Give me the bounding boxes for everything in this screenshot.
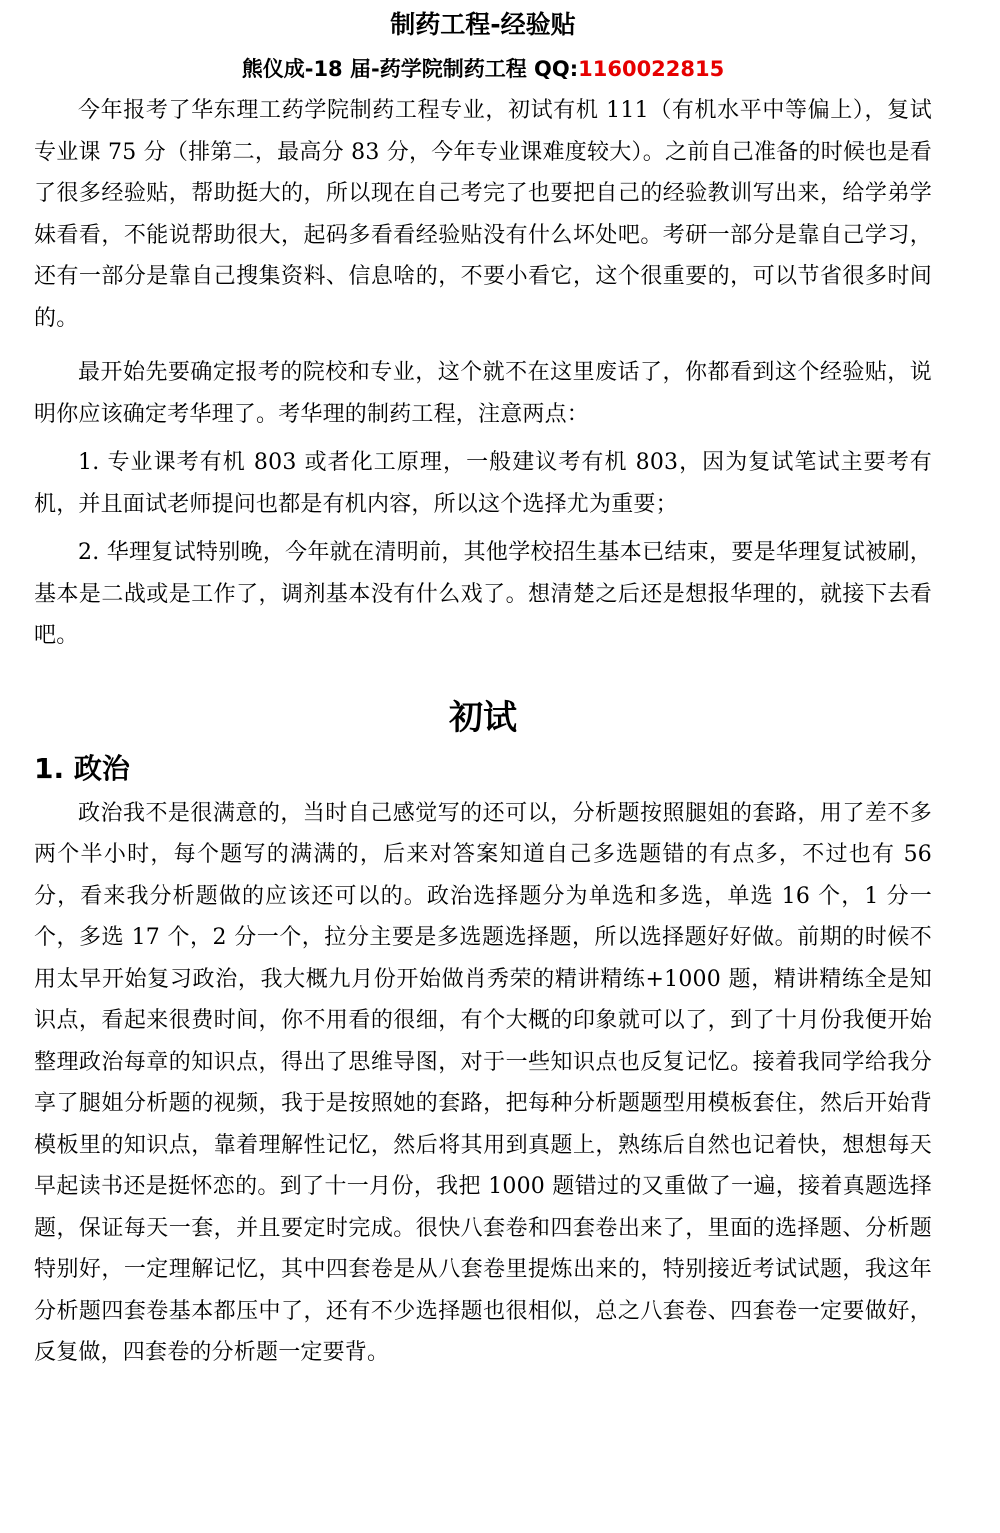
politics-paragraph: 政治我不是很满意的，当时自己感觉写的还可以，分析题按照腿姐的套路，用了差不多两个半小时，每个题写的满满的，后来对答案知道自己多选题错的有点多，不过也有 56 分，看来我分析题做的应该还可以的。政治选择题分为单选和多选，单选 16 个，1 分一个，多选 17 个，2 分一个，拉分主要是多选题选择题，所以选择题好好做。前期的时候不用太早开始复习政治，我大概九月份开始做肖秀荣的精讲精练+1000 题，精讲精练全是知识点，看起来很费时间，你不用看的很细，有个大概的印象就可以了，到了十月份我便开始整理政治每章的知识点，得出了思维导图，对于一些知识点也反复记忆。接着我同学给我分享了腿姐分析题的视频，我于是按照她的套路，把每种分析题题型用模板套住，然后开始背模板里的知识点，靠着理解性记忆，然后将其用到真题上，熟练后自然也记着快，想想每天早起读书还是挺怀恋的。到了十一月份，我把 1000 题错过的又重做了一遍，接着真题选择题，保证每天一套，并且要定时完成。很快八套卷和四套卷出来了，里面的选择题、分析题特别好，一定理解记忆，其中四套卷是从八套卷里提炼出来的，特别接近考试试题，我这年分析题四套卷基本都压中了，还有不少选择题也很相似，总之八套卷、四套卷一定要做好，反复做，四套卷的分析题一定要背。 — [34, 800, 932, 1365]
intro-paragraph: 最开始先要确定报考的院校和专业，这个就不在这里废话了，你都看到这个经验贴，说明你应该确定考华理了。考华理的制药工程，注意两点： — [34, 360, 932, 427]
intro-paragraph: 今年报考了华东理工药学院制药工程专业，初试有机 111（有机水平中等偏上），复试专业课 75 分（排第二，最高分 83 分，今年专业课难度较大）。之前自己准备的时候也是看了很多经验贴，帮助挺大的，所以现在自己考完了也要把自己的经验教训写出来，给学弟学妹看看，不能说帮助很大，起码多看看经验贴没有什么坏处吧。考研一部分是靠自己学习，还有一部分是靠自己搜集资料、信息啥的，不要小看它，这个很重要的，可以节省很多时间的。 — [34, 98, 932, 331]
document-title: 制药工程-经验贴 — [390, 10, 576, 39]
note-item: 1. 专业课考有机 803 或者化工原理，一般建议考有机 803，因为复试笔试主要考有机，并且面试老师提问也都是有机内容，所以这个选择尤为重要； — [34, 450, 932, 517]
subsection-title: 1. 政治 — [34, 751, 130, 785]
note-item: 2. 华理复试特别晚，今年就在清明前，其他学校招生基本已结束，要是华理复试被刷，基本是二战或是工作了，调剂基本没有什么戏了。想清楚之后还是想报华理的，就接下去看吧。 — [34, 540, 932, 648]
author-line — [34, 54, 932, 84]
qq-number: 1160022815 — [578, 57, 725, 81]
author-info: 熊仪成-18 届-药学院制药工程 QQ: — [241, 57, 579, 81]
section-title: 初试 — [449, 697, 517, 738]
document-page — [34, 0, 932, 1374]
